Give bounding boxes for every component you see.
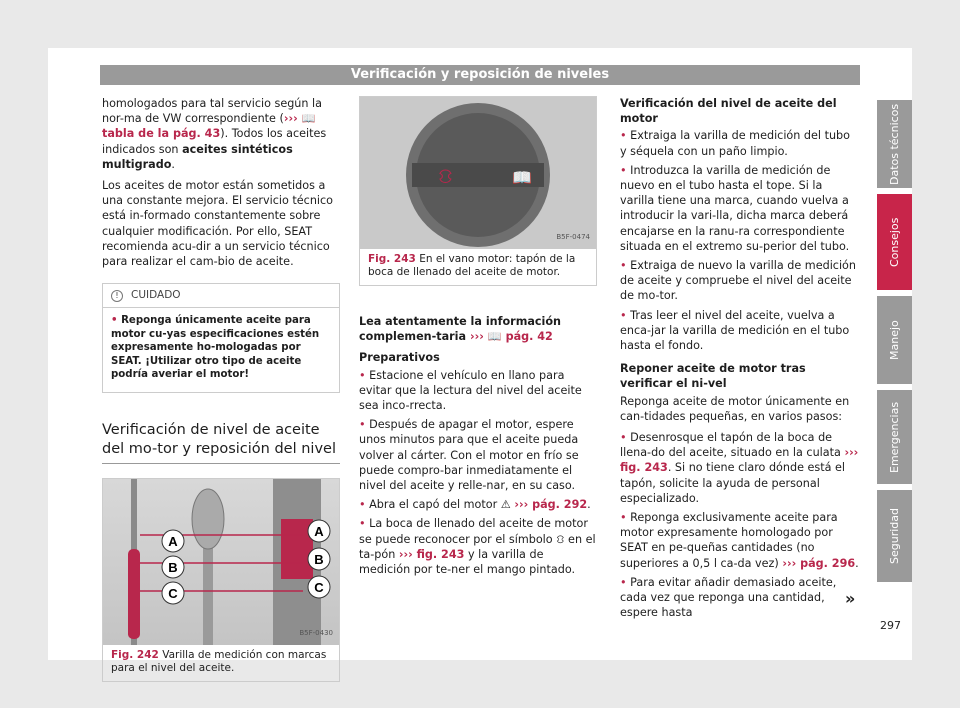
reference-arrows[interactable]: ›››	[283, 112, 302, 126]
book-icon: 📖	[301, 112, 316, 126]
list-item: • Estacione el vehículo en llano para evitar que la lectura del nivel del aceite sea inco-rrecta.	[359, 368, 597, 414]
page-link[interactable]: ››› pág. 296	[782, 556, 856, 570]
svg-text:B: B	[314, 551, 324, 567]
oil-cap-image	[360, 97, 596, 249]
oil-can-icon: ⛻	[556, 532, 565, 546]
page-link[interactable]: pág. 42	[505, 330, 553, 344]
list-item: • Extraiga de nuevo la varilla de medición de aceite y compruebe el nivel del aceite de mo-tor.	[620, 258, 860, 304]
list-item: • Tras leer el nivel del aceite, vuelva a enca-jar la varilla de medición en el tubo hasta el fondo.	[620, 308, 860, 354]
oil-can-icon: ⛻	[438, 164, 453, 188]
list-item: • La boca de llenado del aceite de motor se puede reconocer por el símbolo ⛻ en el ta-pón ››› fig. 243 y la varilla de medición por te-ner el mango pintado.	[359, 516, 597, 577]
subheading: Reponer aceite de motor tras verificar el ni-vel	[620, 362, 806, 391]
figure-caption: Fig. 243 En el vano motor: tapón de la boca de llenado del aceite de motor.	[368, 253, 576, 278]
tab-emergencias[interactable]: Emergencias	[877, 390, 912, 484]
column-1	[102, 96, 340, 682]
tab-consejos[interactable]: Consejos	[877, 194, 912, 290]
svg-text:B: B	[168, 559, 178, 575]
list-item: • Después de apagar el motor, espere unos minutos para que el aceite pueda volver al cárter. Con el motor en frío se puede compro-bar inmediatamente el nivel del aceite y relle-nar, en su caso.	[359, 417, 597, 493]
subheading: Verificación del nivel de aceite del motor	[620, 97, 837, 126]
section-title: Verificación de nivel de aceite del mo-tor y reposición del nivel	[102, 421, 340, 464]
caution-header: ! CUIDADO	[103, 284, 339, 308]
figure-242	[102, 478, 340, 682]
svg-text:A: A	[314, 523, 324, 539]
svg-text:C: C	[168, 585, 178, 601]
list-item: • Abra el capó del motor ⚠ ››› pág. 292.	[359, 497, 597, 512]
figure-code: B5F-0430	[299, 628, 333, 637]
dipstick-image	[103, 479, 339, 645]
continue-arrow: »	[845, 589, 856, 608]
page-title: Verificación y reposición de niveles	[100, 65, 860, 85]
dipstick-illustration	[103, 479, 339, 645]
figure-link[interactable]: ››› fig. 243	[620, 446, 859, 475]
caution-box	[102, 283, 340, 393]
list-item: • Para evitar añadir demasiado aceite, cada vez que reponga una cantidad, espere hasta	[620, 575, 860, 621]
paragraph: Reponga aceite de motor únicamente en can-tidades pequeñas, en varios pasos:	[620, 394, 850, 423]
tab-manejo[interactable]: Manejo	[877, 296, 912, 384]
table-link[interactable]: tabla de la pág. 43	[102, 127, 221, 141]
column-3	[620, 96, 860, 625]
svg-text:C: C	[314, 579, 324, 595]
svg-text:A: A	[168, 533, 178, 549]
page-link[interactable]: ››› pág. 292	[514, 498, 588, 512]
book-icon: 📖	[487, 330, 502, 344]
figure-243	[359, 96, 597, 286]
tab-seguridad[interactable]: Seguridad	[877, 490, 912, 582]
warning-icon: ⚠	[500, 498, 511, 512]
figure-code: B5F-0474	[556, 232, 590, 241]
list-item: • Reponga exclusivamente aceite para motor expresamente homologado por SEAT en pe-queñas cantidades (no superiores a 0,5 l ca-da vez) ››› pág. 296.	[620, 510, 860, 571]
list-item: • Extraiga la varilla de medición del tubo y séquela con un paño limpio.	[620, 128, 860, 158]
page-number: 297	[880, 619, 901, 632]
paragraph: homologados para tal servicio según la nor-ma de VW correspondiente (››› 📖 tabla de la pág. 43). Todos los aceites indicados son aceites sintéticos multigrado.	[102, 97, 327, 171]
tab-datos-tecnicos[interactable]: Datos técnicos	[877, 100, 912, 188]
figure-caption: Fig. 242 Varilla de medición con marcas para el nivel del aceite.	[111, 648, 327, 674]
manual-icon: 📖	[512, 168, 532, 187]
warning-icon: !	[111, 290, 123, 302]
subheading: Preparativos	[359, 351, 440, 365]
caution-text: • Reponga únicamente aceite para motor cu-yas especificaciones estén expresamente ho-mologadas por SEAT. ¡Utilizar otro tipo de aceite podría averiar el motor!	[103, 308, 339, 388]
paragraph: Los aceites de motor están sometidos a una constante mejora. El servicio técnico está in-formado constantemente sobre cualquier modificación. Por ello, SEAT recomienda acu-dir a un servicio técnico para realizar el cam-bio de aceite.	[102, 179, 334, 269]
list-item: • Desenrosque el tapón de la boca de llena-do del aceite, situado en la culata ››› fig. 243. Si no tiene claro dónde está el tapón, solicite la ayuda de personal especializado.	[620, 430, 860, 506]
list-item: • Introduzca la varilla de medición de nuevo en el tubo hasta el tope. Si la varilla tiene una marca, cuando vuelva a introducir la vari-lla, dicha marca deberá encajarse en la ranu-ra correspondiente situada en el extremo su-perior del tubo.	[620, 163, 860, 254]
column-2	[359, 96, 597, 581]
figure-link[interactable]: ››› fig. 243	[398, 547, 465, 561]
lead-text: Lea atentamente la información complemen-taria ››› 📖 pág. 42	[359, 315, 562, 344]
oil-cap-illustration	[360, 97, 596, 249]
